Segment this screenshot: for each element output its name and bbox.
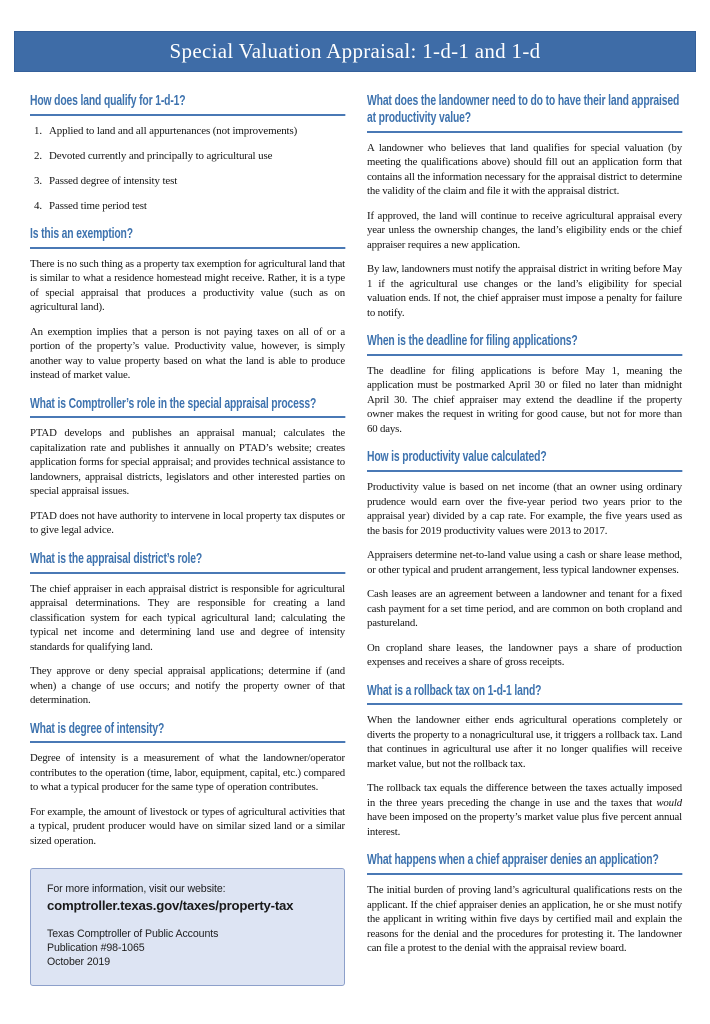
section [367,333,682,436]
section [30,396,345,538]
section-heading: What happens when a chief appraiser denies an application? [367,852,682,875]
paragraph: PTAD develops and publishes an appraisal manual; calculates the capitalization rate and publishes it annually on PTAD’s website; creates application forms for special appraisal; and provides technical assistance to landowners, appraisal districts, legislators and other interested parties on special appraisal issues. [30,427,345,498]
list-item: Passed degree of intensity test [49,174,178,187]
paragraph: If approved, the land will continue to receive agricultural appraisal every year unless the ownership changes, the land’s eligibility ends or the chief appraiser requires a new application. [367,209,682,251]
section-heading: What is Comptroller’s role in the special appraisal process? [30,396,345,419]
paragraph: Productivity value is based on net income (that an owner using ordinary prudence would earn over the five-year period two years prior to the appraisal year) divided by a cap rate. For example, the five years used as the basis for 2019 productivity values were 2013 to 2017. [367,481,682,537]
section-heading: What is degree of intensity? [30,721,345,744]
list-item: Devoted currently and principally to agricultural use [49,149,273,162]
section [30,226,345,383]
paragraph: They approve or deny special appraisal applications; determine if (and when) a change of use occurs; and notify the property owner of that determination. [30,665,345,707]
section-heading: When is the deadline for filing applications? [367,333,682,356]
paragraph: When the landowner either ends agricultural operations completely or diverts the property to a nonagricultural use, it triggers a rollback tax. Land that continues in agricultural use after it no longer qualifies will receive market value, but not the rollback tax. [367,714,682,770]
paragraph: On cropland share leases, the landowner pays a share of production expenses and receives a share of gross receipts. [367,641,682,669]
list-item: Applied to land and all appurtenances (not improvements) [49,124,298,137]
right-column [367,93,682,966]
section-heading: How is productivity value calculated? [367,449,682,472]
section-heading: What is the appraisal district’s role? [30,551,345,574]
paragraph: Cash leases are an agreement between a landowner and tenant for a fixed cash payment for a set time period, and are common on both cropland and pastureland. [367,588,682,630]
info-box [30,868,345,986]
paragraph: Appraisers determine net-to-land value using a cash or share lease method, or other typical and prudent arrangement, less typical landowner expenses. [367,549,682,576]
info-box-intro: For more information, visit our website: [47,883,226,896]
paragraph: The chief appraiser in each appraisal district is responsible for agricultural appraisal determinations. They are responsible for creating a land classification system for each typical agricultural land; calculating the typical net income and determining land use and degree of intensity standards for qualifying land. [30,582,345,653]
section [367,449,682,669]
section [30,93,345,213]
paragraph: An exemption implies that a person is not paying taxes on all of or a portion of the property’s value. Productivity value, however, is simply another way to value property based on what the land is able to produce instead of market value. [30,325,345,382]
paragraph: A landowner who believes that land qualifies for special valuation (by meeting the qualifications above) should fill out an application form that contains all the information necessary for the appraisal district to determine the validity of the claim and file it with the appraisal district. [367,141,682,198]
section [367,93,682,320]
section [30,721,345,849]
publication-date: October 2019 [47,956,110,969]
paragraph: There is no such thing as a property tax exemption for agricultural land that is similar to what a residence homestead might receive. Rather, it is a type of special appraisal that produces a productivity value (such as on agricultural land). [30,257,345,314]
paragraph: Degree of intensity is a measurement of what the landowner/operator contributes to the operation (time, labor, equipment, capital, etc.) compared to what a typical producer for the same type of operation contributes. [30,752,345,794]
paragraph: By law, landowners must notify the appraisal district in writing before May 1 if the agricultural use changes or the land’s eligibility for special valuation ends. If not, the chief appraiser must impose a penalty for failure to notify. [367,263,682,319]
italic-text: would [656,796,682,809]
section-heading: What is a rollback tax on 1-d-1 land? [367,683,682,706]
section-heading: What does the landowner need to do to have their land appraised at productivity value? [367,93,682,133]
paragraph: The deadline for filing applications is before May 1, meaning the application must be postmarked April 30 or filed no later than midnight April 30. The chief appraiser may extend the deadline if the property owner makes the request in writing for good cause, but not for more than 60 days. [367,364,682,435]
paragraph: PTAD does not have authority to intervene in local property tax disputes or to give legal advice. [30,509,345,537]
paragraph: The initial burden of proving land’s agricultural qualifications rests on the applicant. If the chief appraiser denies an application, he or she must notify the applicant in writing within five days by certified mail and explain the reasons for the denial and the procedures for protesting it. The landowner can file a protest to the denial with the appraisal review board. [367,884,682,955]
section [30,551,345,708]
section-heading: How does land qualify for 1-d-1? [30,93,345,116]
list-item: Passed time period test [49,199,147,212]
website-link[interactable]: comptroller.texas.gov/taxes/property-tax [47,898,294,914]
publication-number: Publication #98-1065 [47,942,145,955]
two-column-layout [30,93,682,986]
paragraph: For example, the amount of livestock or types of agricultural activities that a typical, prudent producer would have on similar sized land or a similar sized operation. [30,805,345,847]
qualification-list [30,124,345,213]
left-column [30,93,345,986]
section [367,852,682,955]
section-heading: Is this an exemption? [30,226,345,249]
page-title: Special Valuation Appraisal: 1-d-1 and 1-d [169,39,541,63]
paragraph: The rollback tax equals the difference between the taxes actually imposed in the three years preceding the change in use and the taxes that would have been imposed on the property’s market value plus five percent annual interest. [367,782,682,838]
section [367,683,682,840]
title-banner [14,31,696,72]
publisher-name: Texas Comptroller of Public Accounts [47,928,219,941]
